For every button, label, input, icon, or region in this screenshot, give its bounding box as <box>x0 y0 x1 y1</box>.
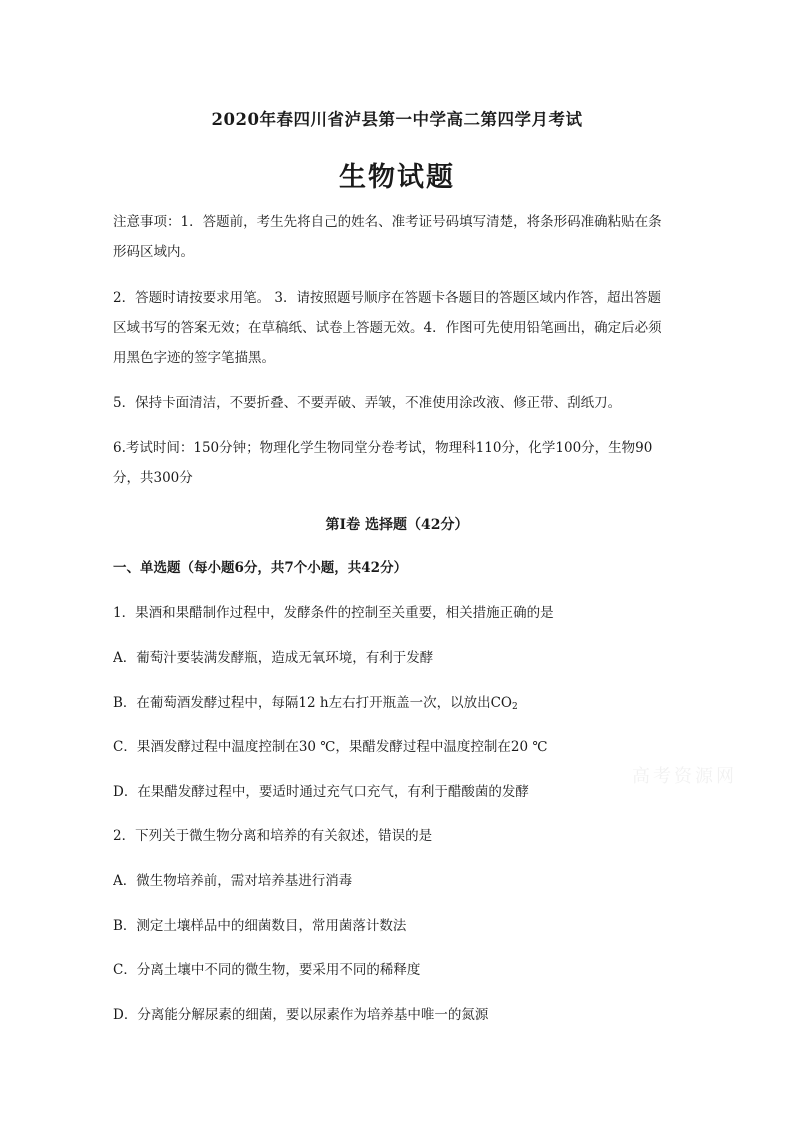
note-line: 用黑色字迹的签字笔描黑。 <box>113 350 275 366</box>
section-title: 第Ⅰ卷 选择题（42分） <box>325 517 469 533</box>
note-line: 6.考试时间：150分钟；物理化学生物同堂分卷考试，物理科110分，化学100分，生物90 <box>113 440 653 456</box>
option-d: D．在果醋发酵过程中，要适时通过充气口充气，有利于醋酸菌的发酵 <box>113 784 529 800</box>
note-line: 区域书写的答案无效；在草稿纸、试卷上答题无效。4．作图可先使用铅笔画出，确定后必须 <box>113 320 662 336</box>
note-line: 注意事项：1．答题前，考生先将自己的姓名、准考证号码填写清楚，将条形码准确粘贴在条 <box>113 214 662 230</box>
option-c: C．分离土壤中不同的微生物，要采用不同的稀释度 <box>113 962 421 978</box>
subject-title: 生物试题 <box>339 162 455 193</box>
option-a: A．微生物培养前，需对培养基进行消毒 <box>113 873 353 889</box>
watermark: 高考资源网 <box>632 766 737 787</box>
note-line: 分，共300分 <box>113 470 193 486</box>
note-line: 5．保持卡面清洁，不要折叠、不要弄破、弄皱，不准使用涂改液、修正带、刮纸刀。 <box>113 395 622 411</box>
note-line: 2．答题时请按要求用笔。 3．请按照题号顺序在答题卡各题目的答题区域内作答，超出答题 <box>113 290 661 306</box>
option-a: A．葡萄汁要装满发酵瓶，造成无氧环境，有利于发酵 <box>113 650 434 666</box>
question-stem: 2．下列关于微生物分离和培养的有关叙述，错误的是 <box>113 828 433 844</box>
option-b: B．测定土壤样品中的细菌数目，常用菌落计数法 <box>113 918 407 934</box>
exam-title: 2020年春四川省泸县第一中学高二第四学月考试 <box>211 110 583 129</box>
option-d: D．分离能分解尿素的细菌，要以尿素作为培养基中唯一的氮源 <box>113 1007 489 1023</box>
option-b-text: B．在葡萄酒发酵过程中，每隔12 h左右打开瓶盖一次，以放出CO <box>113 695 512 711</box>
option-c: C．果酒发酵过程中温度控制在30 ℃，果醋发酵过程中温度控制在20 ℃ <box>113 739 548 755</box>
subscript-2: 2 <box>511 702 518 712</box>
note-line: 形码区域内。 <box>113 244 194 260</box>
section-subtitle: 一、单选题（每小题6分，共7个小题，共42分） <box>113 560 408 576</box>
option-b <box>113 693 683 713</box>
question-stem: 1．果酒和果醋制作过程中，发酵条件的控制至关重要，相关措施正确的是 <box>113 605 554 621</box>
